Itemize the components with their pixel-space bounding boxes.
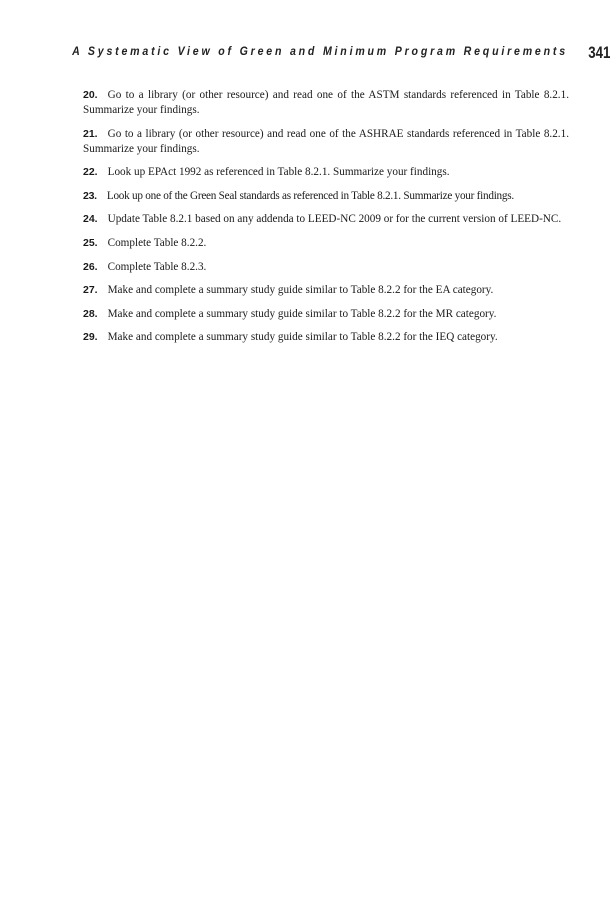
exercise-item bbox=[83, 189, 569, 204]
exercise-number: 25. bbox=[83, 236, 98, 249]
running-title: A Systematic View of Green and Minimum Program Requirements bbox=[72, 46, 568, 58]
exercise-item bbox=[83, 307, 569, 322]
exercise-number: 23. bbox=[83, 189, 97, 202]
exercise-text: Look up one of the Green Seal standards as referenced in Table 8.2.1. Summarize your findings. bbox=[106, 189, 514, 202]
exercise-item bbox=[83, 212, 569, 227]
exercise-number: 21. bbox=[83, 127, 98, 140]
page-number: 341 bbox=[587, 43, 610, 62]
exercise-list bbox=[83, 88, 569, 354]
exercise-number: 20. bbox=[83, 89, 98, 101]
exercise-number: 24. bbox=[83, 213, 98, 226]
running-head bbox=[0, 44, 614, 66]
exercise-item bbox=[83, 236, 569, 251]
exercise-item bbox=[83, 283, 569, 298]
exercise-text: Make and complete a summary study guide similar to Table 8.2.2 for the EA category. bbox=[107, 284, 494, 297]
exercise-item bbox=[83, 165, 569, 180]
exercise-number: 27. bbox=[83, 284, 98, 297]
exercise-number: 28. bbox=[83, 307, 98, 320]
exercise-item bbox=[83, 260, 569, 275]
exercise-item bbox=[83, 330, 569, 345]
exercise-text: Go to a library (or other resource) and read one of the ASTM standards referenced in Table 8.2.1. Summarize your findings. bbox=[83, 89, 569, 116]
exercise-number: 26. bbox=[83, 260, 98, 273]
exercise-text: Go to a library (or other resource) and read one of the ASHRAE standards referenced in Table 8.2.1. Summarize your findings. bbox=[83, 127, 569, 155]
exercise-item bbox=[83, 88, 569, 118]
exercise-text: Look up EPAct 1992 as referenced in Table 8.2.1. Summarize your findings. bbox=[107, 166, 450, 179]
exercise-text: Complete Table 8.2.2. bbox=[107, 236, 207, 249]
exercise-item bbox=[83, 127, 569, 157]
exercise-text: Update Table 8.2.1 based on any addenda to LEED-NC 2009 or for the current version of LEED-NC. bbox=[107, 213, 562, 226]
exercise-number: 29. bbox=[83, 331, 98, 344]
exercise-text: Complete Table 8.2.3. bbox=[107, 260, 207, 273]
exercise-text: Make and complete a summary study guide similar to Table 8.2.2 for the IEQ category. bbox=[107, 331, 498, 344]
exercise-text: Make and complete a summary study guide similar to Table 8.2.2 for the MR category. bbox=[107, 307, 497, 320]
exercise-number: 22. bbox=[83, 166, 98, 179]
